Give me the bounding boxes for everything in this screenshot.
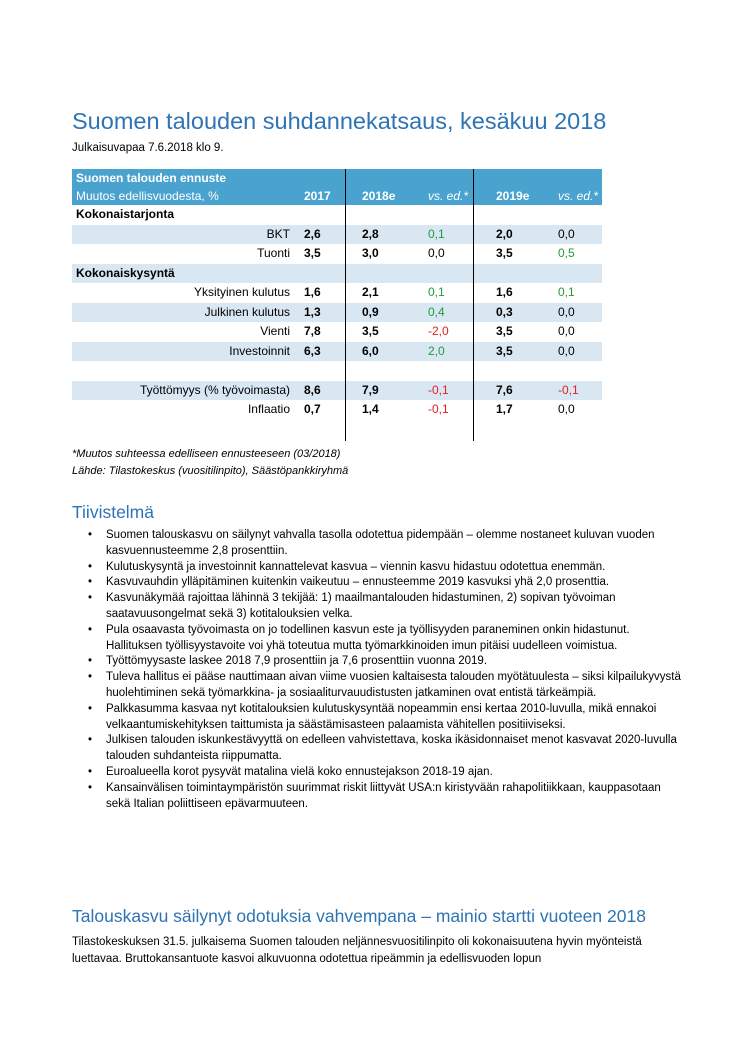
list-item: [72, 702, 682, 734]
col-header-2019e: 2019e: [496, 189, 530, 203]
col-header-vs-ed-2018: vs. ed.*: [428, 189, 469, 203]
value-2018e: 2,8: [362, 226, 379, 241]
list-item-text: Kulutuskysyntä ja investoinnit kannattelevat kasvua – viennin kasvu hidastuu odotettua enemmän.: [106, 560, 606, 573]
table-footnote: *Muutos suhteessa edelliseen ennusteeseen (03/2018): [72, 448, 341, 460]
value-2017: 1,3: [304, 304, 321, 319]
row-label: Tuonti: [257, 246, 290, 260]
table-row: [72, 381, 602, 401]
release-note: Julkaisuvapaa 7.6.2018 klo 9.: [72, 142, 224, 154]
row-label: Inflaatio: [247, 402, 290, 416]
change-2019e: 0,0: [558, 402, 575, 416]
section-heading: Talouskasvu säilynyt odotuksia vahvempana – mainio startti vuoteen 2018: [72, 906, 646, 926]
table-caption: Suomen talouden ennuste: [76, 171, 227, 185]
bullet-icon: •: [88, 781, 93, 794]
value-2018e: 3,5: [362, 324, 379, 338]
col-header-vs-ed-2019: vs. ed.*: [558, 189, 599, 203]
value-2018e: 1,4: [362, 402, 379, 416]
list-item-text: Kansainvälisen toimintaympäristön suurimmat riskit liittyvät USA:n kiristyvään rahapolitiikkaan, kauppasotaan sekä Italian poliittiseen epävarmuuteen.: [106, 781, 661, 810]
column-divider: [345, 169, 346, 441]
bullet-icon: •: [88, 734, 93, 747]
page-title: Suomen talouden suhdannekatsaus, kesäkuu 2018: [72, 108, 607, 134]
table-caption-row: [72, 169, 602, 187]
value-2019e: 1,6: [496, 285, 513, 299]
summary-heading: Tiivistelmä: [72, 502, 154, 522]
row-label: Investoinnit: [229, 343, 290, 358]
value-2017: 1,6: [304, 285, 321, 299]
section-row: [72, 264, 602, 284]
forecast-table: [72, 169, 602, 420]
value-2019e: 0,3: [496, 304, 513, 319]
table-row: [72, 400, 602, 420]
change-2019e: 0,0: [558, 343, 575, 358]
change-2019e: 0,0: [558, 304, 575, 319]
value-2017: 0,7: [304, 402, 321, 416]
value-2019e: 3,5: [496, 324, 513, 338]
list-item: [72, 560, 682, 576]
value-2018e: 2,1: [362, 285, 379, 299]
list-item-text: Kasvunäkymää rajoittaa lähinnä 3 tekijää: 1) maailmantalouden hidastuminen, 2) sopivan työvoiman saatavuusongelmat sekä 3) kotitalouksien velka.: [106, 592, 616, 620]
table-row: [72, 244, 602, 264]
row-label: Yksityinen kulutus: [193, 285, 290, 299]
table-header-row: [72, 187, 602, 205]
table-source: Lähde: Tilastokeskus (vuositilinpito), Säästöpankkiryhmä: [72, 465, 349, 477]
bullet-icon: •: [88, 655, 93, 668]
value-2017: 2,6: [304, 226, 321, 241]
section-label: Kokonaistarjonta: [76, 207, 175, 221]
list-item: [72, 670, 682, 702]
section-label: Kokonaiskysyntä: [76, 265, 175, 280]
change-2018e: 0,1: [428, 226, 445, 241]
list-item: [72, 623, 682, 655]
list-item-text: Työttömyysaste laskee 2018 7,9 prosenttiin ja 7,6 prosenttiin vuonna 2019.: [106, 655, 488, 668]
value-2018e: 7,9: [362, 382, 379, 397]
list-item-text: Palkkasumma kasvaa nyt kotitalouksien kulutuskysyntää nopeammin ensi kertaa 2010-luvulla, mikä ennakoi velkaantumiskehityksen taittumista ja säästämisasteen palaamista vähitellen positiiviseksi.: [106, 702, 657, 731]
change-2019e: 0,0: [558, 226, 575, 241]
list-item: [72, 654, 682, 670]
col-header-2017: 2017: [304, 189, 331, 203]
bullet-icon: •: [88, 702, 93, 715]
change-2018e: -0,1: [428, 382, 449, 397]
list-item: [72, 733, 682, 765]
value-2018e: 3,0: [362, 246, 379, 260]
bullet-icon: •: [88, 765, 93, 778]
bullet-icon: •: [88, 576, 93, 589]
change-2019e: -0,1: [558, 382, 579, 397]
value-2017: 6,3: [304, 343, 321, 358]
bullet-icon: •: [88, 623, 93, 636]
value-2019e: 3,5: [496, 246, 513, 260]
list-item: [72, 765, 682, 781]
row-label: BKT: [266, 226, 290, 241]
section-row: [72, 205, 602, 225]
list-item: [72, 575, 682, 591]
table-row: [72, 303, 602, 323]
table-row: [72, 283, 602, 303]
value-2017: 8,6: [304, 382, 321, 397]
change-2018e: -0,1: [428, 402, 449, 416]
bullet-icon: •: [88, 671, 93, 684]
value-2017: 7,8: [304, 324, 321, 338]
list-item-text: Pula osaavasta työvoimasta on jo todellinen kasvun este ja työllisyyden paraneminen onkin hidastunut. Hallituksen työllisyystavoite voi yhä toteutua mutta työmarkkinoiden imun pitäisi uudelleen voimistua.: [106, 623, 630, 652]
change-2018e: -2,0: [428, 324, 449, 338]
summary-list: [72, 528, 682, 812]
list-item: [72, 528, 682, 560]
table-row: [72, 342, 602, 362]
change-2018e: 0,0: [428, 246, 445, 260]
value-2019e: 1,7: [496, 402, 513, 416]
list-item-text: Julkisen talouden iskunkestävyyttä on edelleen vahvistettava, koska ikäsidonnaiset menot kasvavat 2020-luvulla talouden suhdanteista riippumatta.: [106, 734, 677, 763]
body-paragraph: Tilastokeskuksen 31.5. julkaisema Suomen talouden neljännesvuositilinpito oli kokonaisuutena hyvin myönteistä luettavaa. Bruttokansantuote kasvoi alkuvuonna odotettua ripeämmin ja edellisvuoden lopun: [72, 936, 642, 965]
value-2019e: 3,5: [496, 343, 513, 358]
change-2018e: 0,1: [428, 285, 445, 299]
value-2019e: 7,6: [496, 382, 513, 397]
value-2018e: 0,9: [362, 304, 379, 319]
change-2019e: 0,5: [558, 246, 575, 260]
list-item-text: Suomen talouskasvu on säilynyt vahvalla tasolla odotettua pidempään – olemme nostaneet kuluvan vuoden kasvuennusteemme 2,8 prosenttiin.: [106, 529, 655, 557]
table-subcaption: Muutos edellisvuodesta, %: [76, 189, 219, 203]
list-item-text: Tuleva hallitus ei pääse nauttimaan aivan viime vuosien kaltaisesta talouden myötätuulesta – siksi kilpailukyvystä huolehtiminen sekä työmarkkina- ja sosiaaliturvauudistusten jatkaminen ovat entistä tärkeämpiä.: [106, 671, 681, 699]
column-divider: [473, 169, 474, 441]
list-item: [72, 591, 682, 623]
bullet-icon: •: [88, 560, 93, 573]
value-2019e: 2,0: [496, 226, 513, 241]
list-item-text: Euroalueella korot pysyvät matalina vielä koko ennustejakson 2018-19 ajan.: [106, 765, 493, 778]
bullet-icon: •: [88, 529, 93, 541]
list-item-text: Kasvuvauhdin ylläpitäminen kuitenkin vaikeutuu – ennusteemme 2019 kasvuksi yhä 2,0 prosenttia.: [106, 576, 610, 589]
list-item: [72, 781, 682, 813]
table-row: [72, 225, 602, 245]
row-label: Työttömyys (% työvoimasta): [139, 382, 290, 397]
table-row: [72, 322, 602, 342]
change-2019e: 0,0: [558, 324, 575, 338]
change-2018e: 0,4: [428, 304, 445, 319]
col-header-2018e: 2018e: [362, 189, 396, 203]
row-label: Vienti: [260, 324, 290, 338]
change-2019e: 0,1: [558, 285, 575, 299]
value-2017: 3,5: [304, 246, 321, 260]
value-2018e: 6,0: [362, 343, 379, 358]
change-2018e: 2,0: [428, 343, 445, 358]
spacer-row: [72, 361, 602, 381]
row-label: Julkinen kulutus: [204, 304, 290, 319]
bullet-icon: •: [88, 592, 93, 605]
